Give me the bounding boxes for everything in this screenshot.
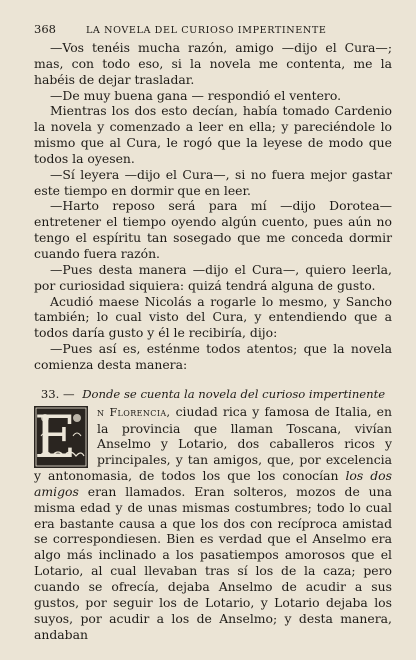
paragraph: —Vos tenéis mucha razón, amigo —dijo el Cura—; mas, con todo eso, si la novela me contenta, me la habéis de dejar trasladar. xyxy=(34,40,392,87)
running-head: LA NOVELA DEL CURIOSO IMPERTINENTE xyxy=(85,25,327,36)
opening-paragraph xyxy=(34,404,392,643)
paragraph: —Pues así es, esténme todos atentos; que la novela comienza desta manera: xyxy=(34,341,392,372)
decorated-initial xyxy=(34,402,88,471)
initial-letter: E xyxy=(34,402,77,471)
chapter-heading xyxy=(34,387,392,401)
paragraph: —Pues desta manera —dijo el Cura—, quiero leerla, por curiosidad siquiera: quizá tendrá alguna de gusto. xyxy=(34,261,392,293)
opening-smallcaps: n Florencia, xyxy=(97,405,171,419)
chapter-number: 33. — xyxy=(40,386,75,401)
opening-text-2: eran llamados. Eran solteros, mozos de una misma edad y de unas mismas costumbres; todo lo cual era bastante causa a que los dos con recíproca amistad se correspondiesen. Bien es verdad que el Anselmo era algo más inclinado a los pasatiempos amorosos que el Lotario, al cual llevaban tras sí los de la caza; pero cuando se ofrecía, dejaba Anselmo de acudir a sus gustos, por seguir los de Lotario, y Lotario dejaba los suyos, por acudir a los de Anselmo; y desta manera, andaban xyxy=(34,483,392,642)
opening-italic: los dos amigos xyxy=(34,468,392,499)
chapter-title: Donde se cuenta la novela del curioso impertinente xyxy=(82,386,386,401)
paragraph: Mientras los dos esto decían, había tomado Cardenio la novela y comenzado a leer en ella; y pareciéndole lo mismo que al Cura, le rogó que la leyese de modo que todos la oyesen. xyxy=(34,103,392,166)
page-header xyxy=(34,22,392,36)
page-body xyxy=(34,40,392,642)
paragraph: —Harto reposo será para mí —dijo Dorotea— entretener el tiempo oyendo algún cuento, pues aún no tengo el espíritu tan sosegado que me conceda dormir cuando fuera razón. xyxy=(34,198,392,261)
paragraph: —Sí leyera —dijo el Cura—, si no fuera mejor gastar este tiempo en dormir que en leer. xyxy=(34,166,392,198)
opening-text-1: ciudad rica y famosa de Italia, en la provincia que llaman Toscana, vivían Anselmo y Lotario, dos caballeros ricos y principales, y tan amigos, que, por excelencia y antonomasia, de todos los que los conocían xyxy=(34,403,393,484)
page-number: 368 xyxy=(34,22,56,36)
paragraph: —De muy buena gana — respondió el ventero. xyxy=(50,87,342,103)
paragraph: Acudió maese Nicolás a rogarle lo mesmo, y Sancho también; lo cual visto del Cura, y entendiendo que a todos daría gusto y él le recibiría, dijo: xyxy=(34,293,392,341)
